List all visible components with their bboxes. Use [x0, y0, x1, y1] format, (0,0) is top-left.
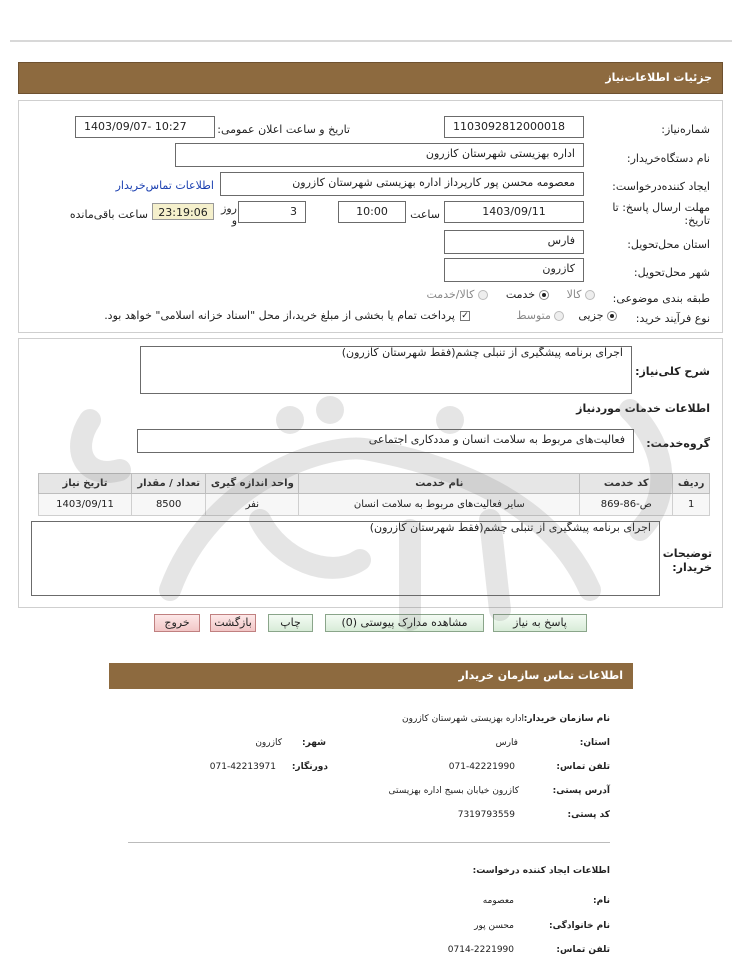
- buyer-org-label: نام دستگاه‌خریدار:: [626, 152, 710, 165]
- buyer-province-label: استان:: [579, 738, 610, 748]
- requester-name-label: نام:: [593, 896, 610, 906]
- city-field: کازرون: [444, 258, 584, 282]
- page-header: [18, 62, 723, 94]
- creator-label: ایجاد کننده‌درخواست:: [612, 180, 710, 193]
- summary-text: اجرای برنامه پیشگیری از تنبلی چشم(فقط شهرستان کازرون): [140, 346, 632, 394]
- cell-service-code: ص-86-869: [580, 494, 673, 516]
- requester-family-value: محسن پور: [474, 921, 514, 931]
- creator-field: معصومه محسن پور کارپرداز اداره بهزیستی شهرستان کازرون: [220, 172, 584, 196]
- announce-datetime-field: 1403/09/07- 10:27: [75, 116, 215, 138]
- payment-note: پرداخت تمام یا بخشی از مبلغ خرید،از محل "اسناد خزانه اسلامی" خواهد بود.: [104, 309, 455, 322]
- cell-row-number: 1: [673, 494, 710, 516]
- deadline-time-label: ساعت: [410, 208, 440, 221]
- category-option-service[interactable]: خدمت: [506, 288, 549, 301]
- summary-label: شرح کلی‌نیاز:: [635, 365, 710, 378]
- days-field: 3: [238, 201, 306, 223]
- province-field: فارس: [444, 230, 584, 254]
- cell-need-date: 1403/09/11: [39, 494, 132, 516]
- buyer-postal-value: 7319793559: [457, 810, 515, 820]
- buyer-city-value: کازرون: [255, 738, 282, 748]
- service-group-field: فعالیت‌های مربوط به سلامت انسان و مددکاری اجتماعی: [137, 429, 634, 453]
- remaining-timer: 23:19:06: [152, 203, 214, 220]
- radio-icon: [585, 290, 595, 300]
- requester-phone-label: تلفن تماس:: [556, 945, 610, 955]
- buyer-address-label: آدرس پستی:: [552, 786, 610, 796]
- view-attachments-button[interactable]: مشاهده مدارک پیوستی (0): [325, 614, 484, 632]
- requester-section-title: اطلاعات ایجاد کننده درخواست:: [472, 866, 610, 876]
- category-radio-group: [427, 288, 596, 301]
- top-divider: [10, 40, 732, 42]
- buyer-province-value: فارس: [495, 738, 518, 748]
- col-service-name: نام خدمت: [299, 474, 580, 494]
- buyer-contact-header: [109, 663, 633, 689]
- contact-divider: [128, 842, 610, 843]
- buyer-postal-label: کد پستی:: [567, 810, 610, 820]
- buyer-org-name-value: اداره بهزیستی شهرستان کازرون: [402, 714, 524, 724]
- process-label: نوع فرآیند خرید:: [635, 312, 710, 325]
- col-service-code: کد خدمت: [580, 474, 673, 494]
- buyer-notes-label: توضیحات خریدار:: [662, 547, 712, 574]
- buyer-notes-text: اجرای برنامه پیشگیری از تنبلی چشم(فقط شهرستان کازرون): [31, 521, 660, 596]
- process-option-partial[interactable]: جزیی: [578, 309, 617, 322]
- need-number-label: شماره‌نیاز:: [661, 123, 710, 136]
- exit-button[interactable]: خروج: [154, 614, 200, 632]
- radio-icon: [554, 311, 564, 321]
- buyer-contact-title: اطلاعات تماس سازمان خریدار: [458, 669, 623, 682]
- requester-name-value: معصومه: [482, 896, 514, 906]
- process-radio-group: [516, 309, 617, 322]
- services-table: [38, 473, 710, 516]
- need-number-field: 1103092812000018: [444, 116, 584, 138]
- category-label: طبقه بندی موضوعی:: [612, 292, 710, 305]
- cell-service-name: سایر فعالیت‌های مربوط به سلامت انسان: [299, 494, 580, 516]
- buyer-phone-label: تلفن تماس:: [556, 762, 610, 772]
- reply-button[interactable]: پاسخ به نیاز: [493, 614, 587, 632]
- col-quantity: تعداد / مقدار: [131, 474, 205, 494]
- days-label: روز و: [221, 202, 237, 227]
- process-option-medium[interactable]: متوسط: [516, 309, 564, 322]
- city-label: شهر محل‌تحویل:: [633, 266, 710, 279]
- page-title: جزئیات اطلاعات‌نیاز: [605, 71, 712, 84]
- col-row-number: ردیف: [673, 474, 710, 494]
- announce-label: تاریخ و ساعت اعلان عمومی:: [217, 123, 350, 136]
- deadline-time-field: 10:00: [338, 201, 406, 223]
- category-option-both[interactable]: کالا/خدمت: [427, 288, 488, 301]
- payment-note-row: [104, 309, 470, 322]
- deadline-label: مهلت ارسال پاسخ: تا تاریخ:: [612, 201, 710, 227]
- buyer-city-label: شهر:: [302, 738, 326, 748]
- back-button[interactable]: بازگشت: [210, 614, 256, 632]
- buyer-fax-label: دورنگار:: [291, 762, 328, 772]
- radio-selected-icon: [539, 290, 549, 300]
- cell-unit: نفر: [206, 494, 299, 516]
- buyer-org-name-label: نام سازمان خریدار:: [523, 714, 610, 724]
- category-option-goods[interactable]: کالا: [567, 288, 595, 301]
- remaining-label: ساعت باقی‌مانده: [69, 208, 148, 221]
- service-group-label: گروه‌خدمت:: [646, 437, 710, 450]
- table-header-row: [39, 474, 710, 494]
- col-need-date: تاریخ نیاز: [39, 474, 132, 494]
- col-unit: واحد اندازه گیری: [206, 474, 299, 494]
- services-section-title: اطلاعات خدمات موردنیاز: [576, 402, 710, 415]
- radio-selected-icon: [607, 311, 617, 321]
- radio-icon: [478, 290, 488, 300]
- deadline-date-field: 1403/09/11: [444, 201, 584, 223]
- table-row: [39, 494, 710, 516]
- buyer-phone-value: 071-42221990: [448, 762, 515, 772]
- requester-family-label: نام خانوادگی:: [548, 921, 610, 931]
- buyer-fax-value: 071-42213971: [209, 762, 276, 772]
- checkbox-checked-icon[interactable]: ✓: [461, 310, 469, 321]
- province-label: استان محل‌تحویل:: [627, 238, 710, 251]
- cell-quantity: 8500: [131, 494, 205, 516]
- buyer-contact-link[interactable]: اطلاعات تماس‌خریدار: [115, 179, 214, 192]
- buyer-org-field: اداره بهزیستی شهرستان کازرون: [175, 143, 584, 167]
- print-button[interactable]: چاپ: [268, 614, 313, 632]
- requester-phone-value: 0714-2221990: [447, 945, 514, 955]
- buyer-address-value: کازرون خیابان بسیج اداره بهزیستی: [388, 786, 519, 796]
